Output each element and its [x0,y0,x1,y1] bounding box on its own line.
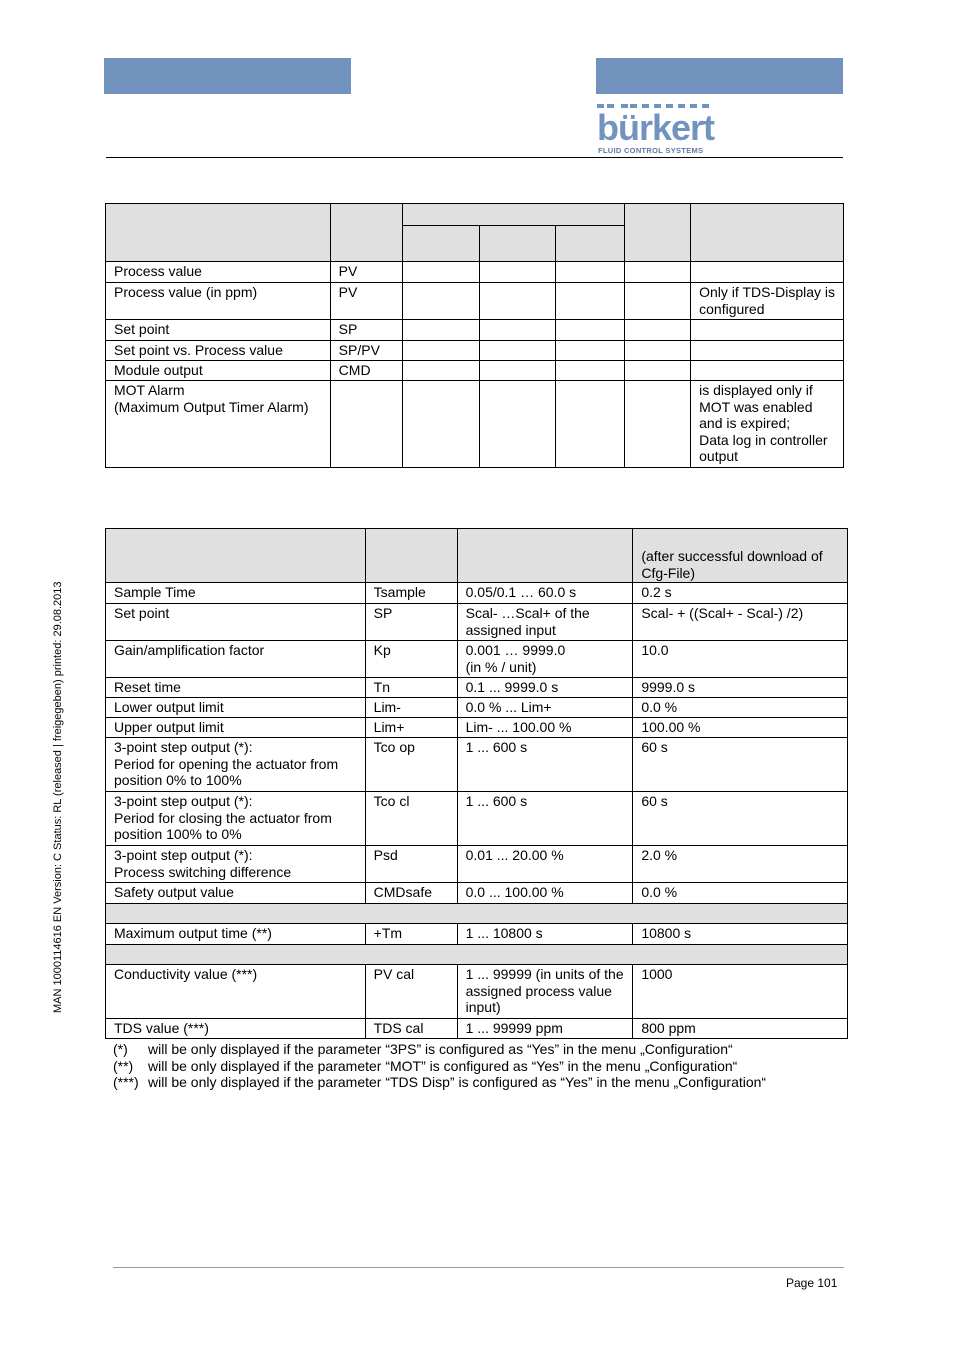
cell-text: 1 ... 600 s [465,793,528,809]
table-cell [479,341,556,361]
table-cell [633,738,848,792]
cell-text: is displayed only if MOT was enabled and is expired; Data log in controller output [699,382,828,464]
table-cell [106,698,366,718]
table-cell [106,738,366,792]
table-cell [633,583,848,604]
table-cell [633,846,848,883]
table-cell [106,381,331,468]
table-cell [365,924,457,945]
table-cell [625,320,691,341]
table-cell [556,341,625,361]
table-cell [402,262,479,283]
cell-text: 60 s [641,739,668,755]
table-row [106,846,848,883]
table-row [106,341,844,361]
footnote [113,1058,766,1075]
table-cell [457,738,633,792]
cell-text: 800 ppm [641,1020,696,1036]
table-cell [625,283,691,320]
table-cell [402,320,479,341]
cell-text: Tn [373,679,390,695]
cell-text: 3-point step output (*): Process switching difference [114,847,292,880]
table-cell [365,718,457,738]
cell-text: 60 s [641,793,668,809]
table-cell [402,361,479,381]
t1-header-cell [479,226,556,262]
display-values-table [105,203,844,468]
table-cell [365,698,457,718]
table-cell [365,678,457,698]
cell-text: SP [338,321,358,337]
table-cell [330,341,402,361]
footnotes [113,1041,766,1091]
table-cell [106,1019,366,1039]
table-cell [691,262,844,283]
cell-text: Kp [373,642,391,658]
table-cell [633,1019,848,1039]
cell-text: Set point [114,605,170,621]
table-cell [106,641,366,678]
cell-text: SP [373,605,393,621]
table-row [106,320,844,341]
table-row [106,792,848,846]
cell-text: Gain/amplification factor [114,642,265,658]
table-cell [457,965,633,1019]
cell-text: Scal- + ((Scal+ - Scal-) /2) [641,605,804,621]
table-cell [330,361,402,381]
footnote-text: will be only displayed if the parameter “3PS” is configured as “Yes” in the menu „Configuration“ [148,1041,733,1057]
cell-text: 0.0 % [641,884,678,900]
table-cell [402,381,479,468]
table-cell [691,381,844,468]
cell-text: Tco op [373,739,415,755]
table-row [106,698,848,718]
table-cell [106,361,331,381]
table-cell [625,381,691,468]
table-cell [106,320,331,341]
cell-text: CMDsafe [373,884,433,900]
footnote-mark: (***) [113,1074,139,1090]
table-cell [457,641,633,678]
t1-header-cell [402,204,625,226]
table-cell [365,738,457,792]
cell-text: Only if TDS-Display is configured [699,284,836,317]
cell-text: Process value [114,263,202,279]
table-row [106,965,848,1019]
cell-text: 100.00 % [641,719,701,735]
table-cell [330,381,402,468]
cell-text: 10800 s [641,925,692,941]
t2-header-cell [365,529,457,583]
table-cell [330,320,402,341]
table-cell [633,678,848,698]
table-cell [106,924,366,945]
cell-text: 0.01 ... 20.00 % [465,847,564,863]
footnote-text: will be only displayed if the parameter “TDS Disp” is configured as “Yes” in the menu „Configuration“ [148,1074,767,1090]
table-cell [633,965,848,1019]
table-cell [556,320,625,341]
table-cell [106,965,366,1019]
t2-header-cell [457,529,633,583]
table-cell [633,924,848,945]
cell-text: Scal- …Scal+ of the assigned input [465,605,590,638]
table-row [106,381,844,468]
footnote [113,1074,766,1091]
table-cell [457,604,633,641]
table-cell [365,604,457,641]
table-cell [402,283,479,320]
brand-name: bürkert [597,107,715,148]
table-cell [625,262,691,283]
cell-text: 0.001 … 9999.0 (in % / unit) [465,642,566,675]
table-row [106,604,848,641]
table-cell [633,641,848,678]
cell-text: 0.0 % [641,699,678,715]
t1-header-cell [691,204,844,262]
cell-text: 0.0 ... 100.00 % [465,884,564,900]
t2-header-cell [106,529,366,583]
table-row [106,924,848,945]
table-cell [365,641,457,678]
cell-text: TDS value (***) [114,1020,209,1036]
header-bar-right [596,58,843,94]
table-cell [365,792,457,846]
table-cell [106,846,366,883]
header-rule [106,157,843,158]
cell-text: PV cal [373,966,415,982]
t1-header-cell [402,226,479,262]
table-cell [106,262,331,283]
cell-text: 1000 [641,966,673,982]
table-cell [691,361,844,381]
cell-text: 0.05/0.1 … 60.0 s [465,584,577,600]
table-row [106,678,848,698]
table-row [106,283,844,320]
default-column-note: (after successful download of Cfg-File) [641,548,823,581]
table-cell [457,1019,633,1039]
table-cell [457,883,633,904]
cell-text: 0.1 ... 9999.0 s [465,679,559,695]
table-cell [457,846,633,883]
footnote-text: will be only displayed if the parameter “MOT” is configured as “Yes” in the menu „Configuration“ [148,1057,738,1074]
t2-header-cell [633,529,848,583]
table-row [106,361,844,381]
table-cell [365,883,457,904]
table-cell [106,341,331,361]
controller-parameters-table [105,528,848,1039]
section-divider-cell [106,945,848,965]
table-cell [365,1019,457,1039]
cell-text: 3-point step output (*): Period for closing the actuator from position 100% to 0% [114,793,332,842]
cell-text: MOT Alarm (Maximum Output Timer Alarm) [114,382,309,415]
cell-text: TDS cal [373,1020,424,1036]
table-cell [633,718,848,738]
cell-text: 9999.0 s [641,679,696,695]
table-cell [457,698,633,718]
cell-text: Psd [373,847,398,863]
footnote [113,1041,766,1058]
cell-text: 2.0 % [641,847,678,863]
brand-logo [597,104,717,156]
cell-text: Tco cl [373,793,410,809]
table-cell [365,965,457,1019]
cell-text: 10.0 [641,642,669,658]
t1-header-cell [106,204,331,262]
cell-text: Conductivity value (***) [114,966,258,982]
table-cell [365,583,457,604]
cell-text: Maximum output time (**) [114,925,272,941]
cell-text: Set point vs. Process value [114,342,283,358]
table-cell [633,883,848,904]
table-row [106,583,848,604]
cell-text: Upper output limit [114,719,224,735]
table-row [106,945,848,965]
table-cell [457,792,633,846]
footnote-mark: (*) [113,1041,128,1057]
cell-text: Lim- [373,699,401,715]
table-cell [556,283,625,320]
cell-text: SP/PV [338,342,380,358]
table-cell [330,262,402,283]
table-cell [106,678,366,698]
cell-text: 1 ... 99999 (in units of the assigned process value input) [465,966,624,1015]
table-cell [106,792,366,846]
cell-text: +Tm [373,925,403,941]
cell-text: 0.2 s [641,584,672,600]
cell-text: Reset time [114,679,181,695]
cell-text: Sample Time [114,584,196,600]
table-cell [479,320,556,341]
table-cell [457,583,633,604]
table-cell [457,678,633,698]
table-cell [556,361,625,381]
table-cell [691,283,844,320]
table-row [106,883,848,904]
page-number: Page 101 [786,1276,838,1290]
table-row [106,1019,848,1039]
cell-text: Lim+ [373,719,405,735]
table-cell [106,283,331,320]
cell-text: Process value (in ppm) [114,284,258,300]
cell-text: 0.0 % ... Lim+ [465,699,552,715]
t1-header-cell [556,226,625,262]
cell-text: 3-point step output (*): Period for opening the actuator from position 0% to 100% [114,739,339,788]
table-cell [106,883,366,904]
brand-tagline: FLUID CONTROL SYSTEMS [598,146,704,155]
table-cell [479,381,556,468]
table-cell [479,262,556,283]
t1-header-cell [330,204,402,262]
cell-text: PV [338,263,358,279]
cell-text: Set point [114,321,170,337]
cell-text: 1 ... 10800 s [465,925,543,941]
cell-text: 1 ... 99999 ppm [465,1020,563,1036]
cell-text: Lower output limit [114,699,224,715]
table-cell [106,583,366,604]
table-cell [691,341,844,361]
table-cell [365,846,457,883]
table-cell [479,283,556,320]
table-cell [633,792,848,846]
table-cell [625,341,691,361]
table-row [106,904,848,924]
table-cell [625,361,691,381]
table-cell [633,604,848,641]
table-row [106,738,848,792]
table-cell [691,320,844,341]
table-cell [106,718,366,738]
cell-text: Tsample [373,584,426,600]
cell-text: 1 ... 600 s [465,739,528,755]
t1-header-cell [625,204,691,262]
table-cell [106,604,366,641]
table-cell [633,698,848,718]
document-meta-sidebar: MAN 1000114616 EN Version: C Status: RL (released | freigegeben) printed: 29.08.2013 [52,581,64,1013]
cell-text: Module output [114,362,203,378]
table-cell [330,283,402,320]
table-cell [457,718,633,738]
table-cell [479,361,556,381]
table-row [106,262,844,283]
cell-text: CMD [338,362,371,378]
footer-rule [113,1267,844,1268]
cell-text: Safety output value [114,884,234,900]
table-cell [457,924,633,945]
table-cell [556,262,625,283]
section-divider-cell [106,904,848,924]
table-row [106,718,848,738]
header-bar-left [104,58,351,94]
table-cell [556,381,625,468]
table-cell [402,341,479,361]
cell-text: Lim- ... 100.00 % [465,719,572,735]
table-row [106,641,848,678]
cell-text: PV [338,284,358,300]
footnote-mark: (**) [113,1057,134,1074]
